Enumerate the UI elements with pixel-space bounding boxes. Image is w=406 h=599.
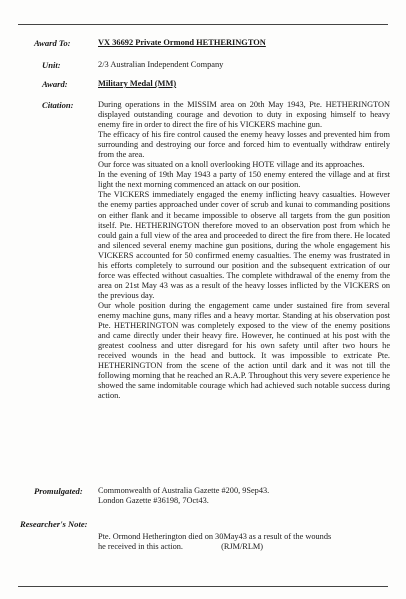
- citation-paragraph: Our force was situated on a knoll overlooking HOTE village and its approaches.: [98, 160, 365, 170]
- note-line: he received in this action.: [98, 542, 184, 551]
- promulgated-label: Promulgated:: [34, 486, 83, 496]
- researchers-note-label: Researcher's Note:: [20, 519, 88, 529]
- note-line: Pte. Ormond Hetherington died on 30May43 as a result of the wounds: [98, 532, 332, 541]
- bottom-rule: [18, 586, 388, 587]
- citation-paragraph: Our whole position during the engagement came under sustained fire from several enemy machine guns, many rifles and a heavy mortar. Standing at his observation post Pte. HETHERINGTON was completely exposed to the view of the enemy positions and came directly under their heavy fire. However, he continued at his post with the greatest coolness and utter disregard for his own safety until after two hours he received wounds in the head and buttock. It was impossible to extricate Pte. HETHERINGTON from the scene of the action until dark and it was not till the following morning that he reached an R.A.P. Throughout this very severe experience he showed the same indomitable courage which had achieved such notable success during action.: [98, 300, 390, 401]
- gazette-line: London Gazette #36198, 7Oct43.: [98, 496, 209, 505]
- award-value: Military Medal (MM): [98, 79, 177, 88]
- citation-paragraph: The efficacy of his fire control caused the enemy heavy losses and prevented him from surrounding and destroying our force and forced him to eventually withdraw entirely from the area.: [98, 130, 390, 160]
- citation-paragraph: During operations in the MISSIM area on 20th May 1943, Pte. HETHERINGTON displayed outstanding courage and devotion to duty in exposing himself to heavy enemy fire in order to direct the fire of his VICKERS machine gun.: [98, 100, 390, 130]
- researchers-note-text: [98, 532, 331, 552]
- unit-value: 2/3 Australian Independent Company: [98, 60, 224, 69]
- note-line-with-signature: [98, 542, 331, 552]
- promulgated-list: [98, 486, 269, 506]
- award-label: Award:: [42, 79, 68, 89]
- award-to-value: VX 36692 Private Ormond HETHERINGTON: [98, 38, 266, 47]
- citation-label: Citation:: [42, 100, 74, 110]
- citation-paragraph: The VICKERS immediately engaged the enemy inflicting heavy casualties. However the enemy parties approached under cover of scrub and kunai to commanding positions on either flank and it became impossible to observe all targets from the gun position itself. Pte. HETHERINGTON therefore moved to an observation post from which he could gain a full view of the area and proceeded to direct the fire from there. He located and silenced several enemy machine gun positions, during the whole engagement his VICKERS accounted for 50 confirmed enemy casualties. The enemy was frustrated in his efforts completely to surround our position and the subsequent extrication of our force was effected without casualties. The complete withdrawal of the enemy from the area on 21st May 43 was as a result of the heavy losses inflicted by the VICKERS on the previous day.: [98, 190, 390, 300]
- citation-paragraph: In the evening of 19th May 1943 a party of 150 enemy entered the village and at first light the next morning commenced an attack on our position.: [98, 170, 390, 190]
- top-rule: [18, 24, 388, 25]
- award-to-label: Award To:: [34, 38, 71, 48]
- unit-label: Unit:: [42, 60, 61, 70]
- gazette-line: Commonwealth of Australia Gazette #200, 9Sep43.: [98, 486, 270, 495]
- citation-body: [98, 100, 390, 401]
- researcher-initials: (RJM/RLM): [221, 542, 264, 551]
